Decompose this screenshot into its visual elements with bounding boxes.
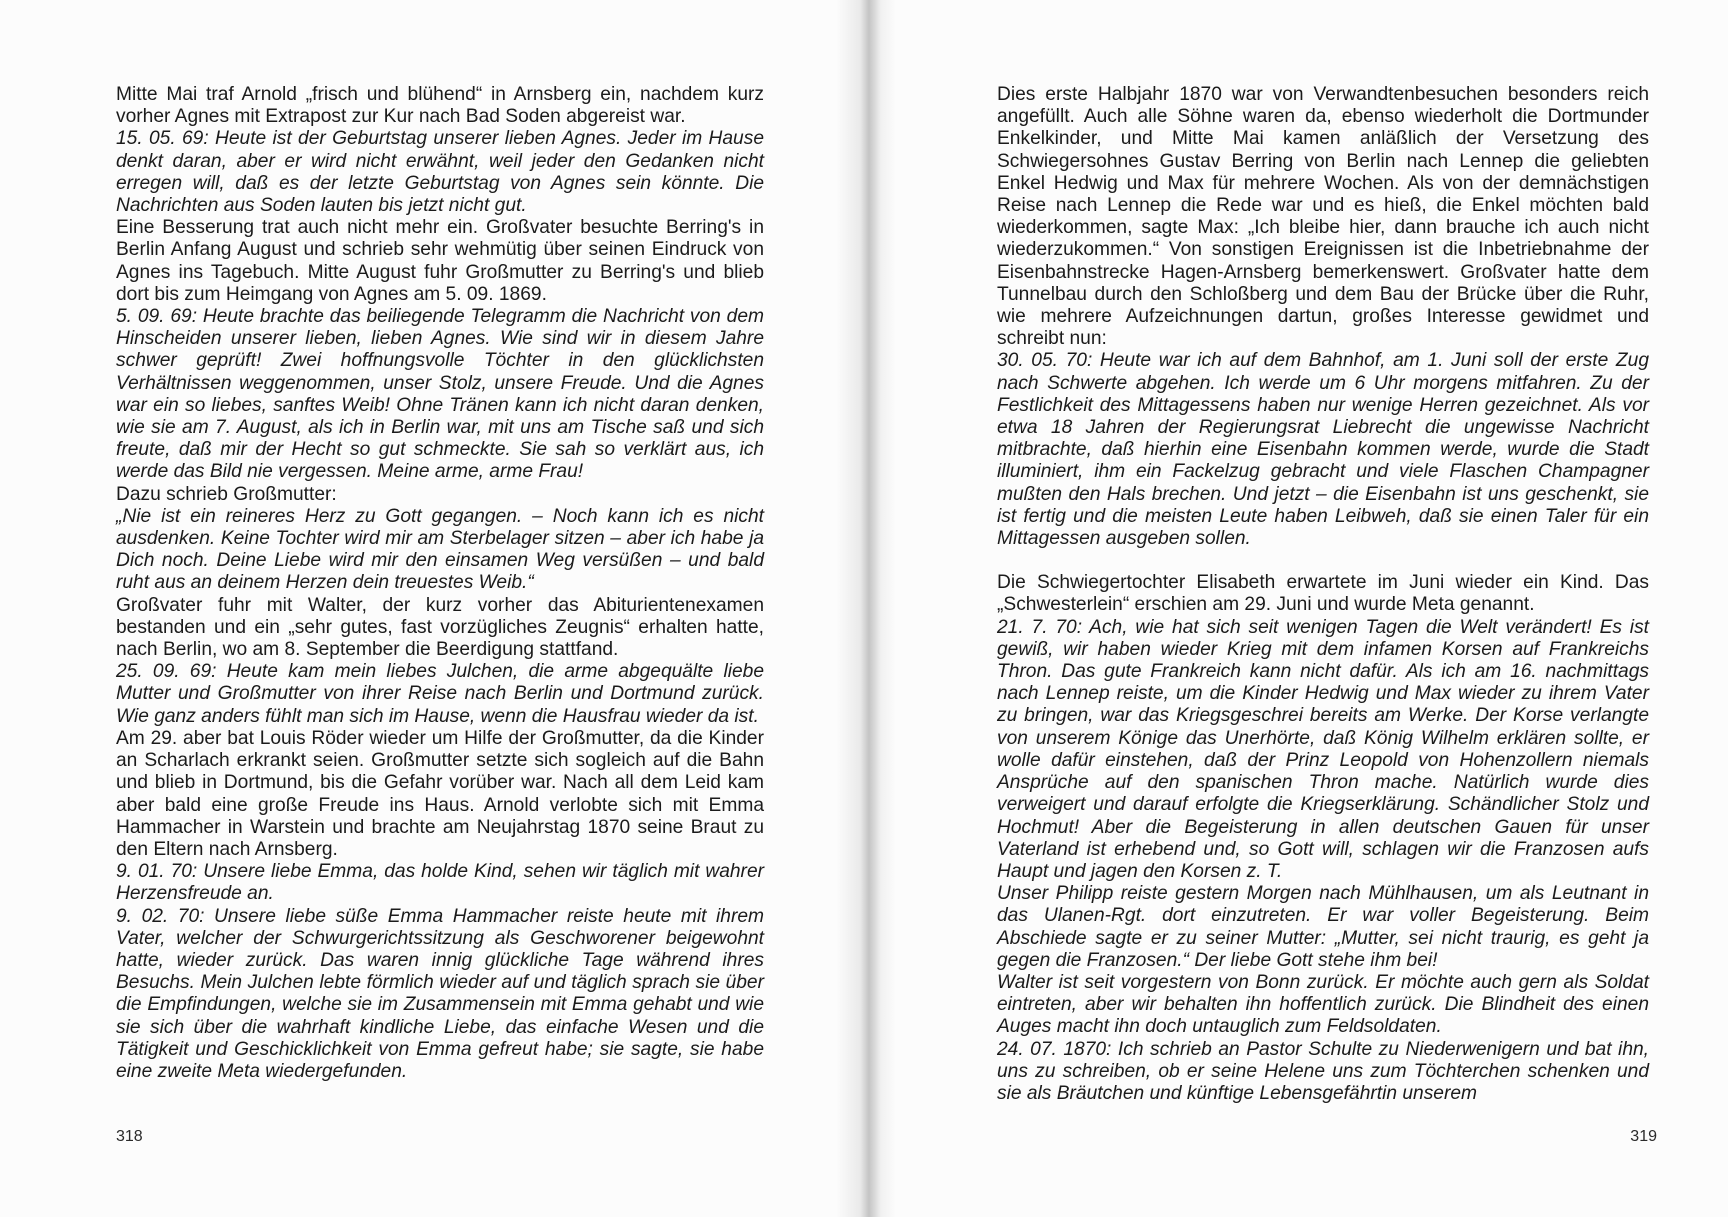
narrative-paragraph: Die Schwiegertochter Elisabeth erwartete im Juni wieder ein Kind. Das „Schwesterlein“ erschien am 29. Juni und wurde Meta genannt. [997,572,1649,616]
left-page-number: 318 [116,1128,143,1145]
diary-entry: Walter ist seit vorgestern von Bonn zurück. Er möchte auch gern als Soldat eintreten, aber wir behalten ihn hoffentlich zurück. Die Blindheit des einen Auges macht ihn doch untauglich zum Feldsoldaten. [997,971,1649,1038]
diary-entry: Unser Philipp reiste gestern Morgen nach Mühlhausen, um als Leutnant in das Ulanen-Rgt. dort einzutreten. Er war voller Begeisterung. Beim Abschiede sagte er zu seiner Mutter: „Mutter, sei nicht traurig, es geht ja gegen die Franzosen.“ Der liebe Gott stehe ihm bei! [997,883,1649,971]
diary-entry: 9. 02. 70: Unsere liebe süße Emma Hammacher reiste heute mit ihrem Vater, welcher der Schwurgerichtssitzung als Geschworener beigewohnt hatte, wieder zurück. Das waren innig glückliche Tage während ihres Besuchs. Mein Julchen lebte förmlich wieder auf und täglich sprach sie über die Empfindungen, welche sie im Zusammensein mit Emma gehabt und wie sie sich über die wahrhaft kindliche Liebe, das einfache Wesen und die Tätigkeit und Geschicklichkeit von Emma gefreut habe; sie sagte, sie habe eine zweite Meta wiedergefunden. [116,905,764,1082]
diary-entry: 24. 07. 1870: Ich schrieb an Pastor Schulte zu Niederwenigern und bat ihn, uns zu schreiben, ob er seine Helene uns zum Töchterchen schenken und sie als Bräutchen und künftige Lebensgefährtin unserem [997,1038,1649,1104]
diary-entry: „Nie ist ein reineres Herz zu Gott gegangen. – Noch kann ich es nicht ausdenken. Keine Tochter wird mir am Sterbelager sitzen – aber ich habe ja Dich noch. Deine Liebe wird mir den einsamen Weg versüßen – und bald ruht aus an deinem Herzen dein treuestes Weib.“ [116,505,764,594]
diary-entry: 15. 05. 69: Heute ist der Geburtstag unserer lieben Agnes. Jeder im Hause denkt daran, aber er wird nicht erwähnt, weil jeder den Gedanken nicht erregen will, daß es der letzte Geburtstag von Agnes sein könnte. Die Nachrichten aus Soden lauten bis jetzt nicht gut. [116,128,764,217]
narrative-paragraph: Eine Besserung trat auch nicht mehr ein. Großvater besuchte Berring's in Berlin Anfang August und schrieb sehr wehmütig über seinen Eindruck von Agnes ins Tagebuch. Mitte August fuhr Großmutter zu Berring's und blieb dort bis zum Heimgang von Agnes am 5. 09. 1869. [116,217,764,305]
right-page-number: 319 [1630,1128,1657,1145]
narrative-paragraph: Großvater fuhr mit Walter, der kurz vorher das Abiturientenexamen bestanden und ein „sehr gutes, fast vorzügliches Zeugnis“ erhalten hatte, nach Berlin, wo am 8. September die Beerdigung stattfand. [116,594,764,661]
narrative-paragraph: Dies erste Halbjahr 1870 war von Verwandtenbesuchen besonders reich angefüllt. Auch alle Söhne waren da, ebenso wiederholt die Dortmunder Enkelkinder, und Mitte Mai kamen anläßlich der Versetzung des Schwiegersohnes Gustav Berring von Berlin nach Lennep die geliebten Enkel Hedwig und Max für mehrere Wochen. Als von der demnächstigen Reise nach Lennep die Rede war und es hieß, die Enkel möchten bald wiederkommen, sagte Max: „Ich bleibe hier, dann brauche ich auch nicht wiederzukommen.“ Von sonstigen Ereignissen ist die Inbetriebnahme der Eisenbahnstrecke Hagen-Arnsberg bemerkenswert. Großvater hatte dem Tunnelbau durch den Schloßberg und dem Bau der Brücke über die Ruhr, wie mehrere Aufzeichnungen dartun, großes Interesse gewidmet und schreibt nun: [997,84,1649,350]
right-page-text [997,84,1649,1105]
narrative-paragraph: Dazu schrieb Großmutter: [116,483,337,505]
diary-entry: 9. 01. 70: Unsere liebe Emma, das holde Kind, sehen wir täglich mit wahrer Herzensfreude an. [116,861,764,905]
narrative-paragraph: Mitte Mai traf Arnold „frisch und blühend“ in Arnsberg ein, nachdem kurz vorher Agnes mit Extrapost zur Kur nach Bad Soden abgereist war. [116,84,764,128]
right-page [864,0,1728,1217]
book-gutter [836,0,896,1217]
paragraph-gap [997,550,1649,572]
diary-entry: 30. 05. 70: Heute war ich auf dem Bahnhof, am 1. Juni soll der erste Zug nach Schwerte abgehen. Ich werde um 6 Uhr morgens mitfahren. Zu der Festlichkeit des Mittagessens haben nur wenige Herren gezeichnet. Als vor etwa 18 Jahren der Regierungsrat Liebrecht die ungewisse Nachricht mitbrachte, daß hierhin eine Eisenbahn kommen werde, wurde die Stadt illuminiert, ihm ein Fackelzug gebracht und viele Flaschen Champagner mußten den Hals brechen. Und jetzt – die Eisenbahn ist uns geschenkt, sie ist fertig und die meisten Leute haben Leibweh, daß sie einen Taler für ein Mittagessen ausgeben sollen. [997,350,1649,550]
left-page-text [116,84,764,1083]
diary-entry: 25. 09. 69: Heute kam mein liebes Julchen, die arme abgequälte liebe Mutter und Großmutter von ihrer Reise nach Berlin und Dortmund zurück. Wie ganz anders fühlt man sich im Hause, wenn die Hausfrau wieder da ist. [116,661,764,727]
diary-entry: 21. 7. 70: Ach, wie hat sich seit wenigen Tagen die Welt verändert! Es ist gewiß, wir haben wieder Krieg mit dem infamen Korsen auf Frankreichs Thron. Das gute Frankreich kann nicht dafür. Als ich am 16. nachmittags nach Lennep reiste, um die Kinder Hedwig und Max wieder zu ihrem Vater zu bringen, war das Kriegsgeschrei bereits am Werke. Der Korse verlangte von unserem Könige das Unerhörte, daß König Wilhelm erklären sollte, er wolle dafür einstehen, daß der Prinz Leopold von Hohenzollern niemals Ansprüche auf den spanischen Thron mache. Natürlich wurde dies verweigert und darauf erfolgte die Kriegserklärung. Schändlicher Stolz und Hochmut! Aber die Begeisterung in allen deutschen Gauen für unser Vaterland ist erhebend und, so Gott will, schlagen wir die Franzosen aufs Haupt und jagen den Korsen z. T. [997,616,1649,882]
narrative-paragraph: Am 29. aber bat Louis Röder wieder um Hilfe der Großmutter, da die Kinder an Scharlach erkrankt seien. Großmutter setzte sich sogleich auf die Bahn und blieb in Dortmund, bis die Gefahr vorüber war. Nach all dem Leid kam aber bald eine große Freude ins Haus. Arnold verlobte sich mit Emma Hammacher in Warstein und brachte am Neujahrstag 1870 seine Braut zu den Eltern nach Arnsberg. [116,727,764,860]
diary-entry: 5. 09. 69: Heute brachte das beiliegende Telegramm die Nachricht von dem Hinscheiden unserer lieben, lieben Agnes. Wie sind wir in diesem Jahre schwer geprüft! Zwei hoffnungsvolle Töchter in den glücklichsten Verhältnissen weggenommen, unser Stolz, unsere Freude. Und die Agnes war ein so liebes, sanftes Weib! Ohne Tränen kann ich nicht daran denken, wie sie am 7. August, als ich in Berlin war, mit uns am Tische saß und sich freute, daß mir der Hecht so gut schmeckte. Sie sah so verklärt aus, ich werde das Bild nie vergessen. Meine arme, arme Frau! [116,306,764,483]
